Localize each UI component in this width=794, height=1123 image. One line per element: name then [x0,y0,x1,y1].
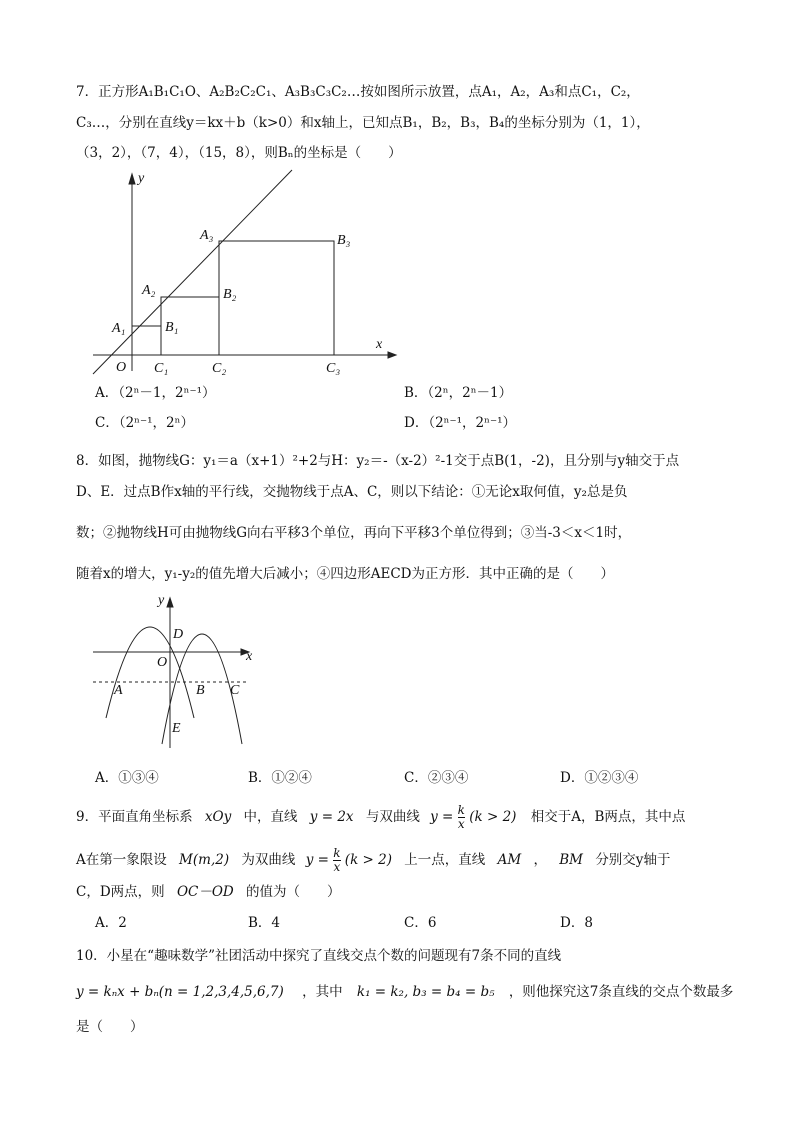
q9-line-eq: y = 2x [309,809,354,825]
q8-label-b: B [196,683,205,698]
q9-am: AM [497,852,522,868]
q9-l1-d: 相交于A，B两点，其中点 [530,809,686,825]
q9-line-3 [76,882,341,902]
q9-l1-c: 与双曲线 [365,809,420,825]
q9-option-b[interactable]: B．4 [248,915,281,931]
q9-option-d[interactable]: D．8 [560,915,593,931]
q7-label-b2: B₂ [223,287,237,302]
q9-l3-b: 的值为（ ） [246,884,341,900]
q7-label-b1: B₁ [165,320,179,335]
q10-line-3: 是（ ） [76,1019,144,1035]
q7-line-3: （3，2），（7，4），（15，8），则Bₙ的坐标是（ ） [76,145,402,161]
q8-figure [88,590,260,752]
q9-l3-a: C，D两点，则 [76,884,165,900]
q9-comma: ， [533,852,547,868]
q7-option-b[interactable]: B．（2ⁿ，2ⁿ－1） [404,385,513,401]
q7-label-x: x [376,337,383,352]
q8-line-4: 随着x的增大，y₁-y₂的值先增大后减小；④四边形AECD为正方形．其中正确的是（ ） [76,566,615,582]
q7-label-c1: C₁ [154,361,169,376]
q8-label-a: A [114,683,123,698]
q10-l2-a: ，其中 [302,984,343,1000]
q7-label-c3: C₃ [326,361,341,376]
q8-label-e: E [172,721,181,736]
q7-label-o: O [116,360,127,375]
q7-option-a[interactable]: A．（2ⁿ－1，2ⁿ⁻¹） [95,385,216,401]
q10-line-2 [76,982,733,1002]
q8-label-x: x [246,649,253,664]
q8-label-o: O [157,655,168,670]
q9-cond-1: (k > 2) [469,809,517,825]
q8-option-b[interactable]: B．①②④ [248,770,312,786]
q10-line-1: 10．小星在“趣味数学”社团活动中探究了直线交点个数的问题现有7条不同的直线 [76,948,562,964]
q8-label-y: y [158,593,165,608]
q7-label-a3: A₃ [200,228,214,243]
q9-frac2-den: x [333,860,341,874]
q8-line-3: 数；②抛物线H可由抛物线G向右平移3个单位，再向下平移3个单位得到；③当-3＜x＜1时， [76,525,632,541]
q8-label-c: C [230,683,240,698]
q7-y-arrow [129,174,135,184]
q7-label-y: y [138,171,145,186]
q7-diagonal-line [93,170,292,374]
q8-option-c[interactable]: C．②③④ [404,770,469,786]
q7-option-d[interactable]: D．（2ⁿ⁻¹，2ⁿ⁻¹） [404,415,517,431]
q9-bm: BM [559,852,584,868]
q9-l2-a: A在第一象限设 [76,852,167,868]
q8-line-2: D、E．过点B作x轴的平行线，交抛物线于点A、C，则以下结论：①无论x取何值，y₂总是负 [76,484,628,500]
q7-label-a2: A₂ [142,283,156,298]
q7-label-a1: A₁ [112,321,126,336]
q9-fraction-1 [458,804,465,831]
q9-l2-c: 上一点，直线 [404,852,486,868]
q9-point-m: M(m,2) [179,852,230,868]
q10-l2-b: ，则他探究这7条直线的交点个数最多 [508,984,734,1000]
q9-l2-d: 分别交y轴于 [595,852,671,868]
q9-cond-2: (k > 2) [344,852,392,868]
q9-option-c[interactable]: C．6 [404,915,437,931]
q7-x-arrow [388,352,396,358]
q8-y-arrow [167,598,173,607]
q9-xoy: xOy [204,809,232,825]
q9-hyperbola-y2: y = [305,852,329,868]
q7-figure [88,166,400,380]
q8-line-1: 8．如图，抛物线G：y₁＝a（x+1）²+2与H：y₂＝-（x-2）²-1交于点B(1，-2)，且分别与y轴交于点 [76,453,680,469]
q7-line-1: 7．正方形A₁B₁C₁O、A₂B₂C₂C₁、A₃B₃C₃C₂…按如图所示放置，点A₁，A₂，A₃和点C₁，C₂， [76,84,640,100]
q9-l2-b: 为双曲线 [241,852,296,868]
q8-option-a[interactable]: A．①③④ [95,770,159,786]
q9-hyperbola-y: y = [430,809,454,825]
q9-frac2-num: k [333,846,341,860]
q7-label-b3: B₃ [337,233,351,248]
q9-line-1 [76,804,685,831]
q8-option-d[interactable]: D．①②③④ [560,770,639,786]
q10-line-family: y = kₙx + bₙ(n = 1,2,3,4,5,6,7) [76,984,284,1000]
q8-label-d: D [173,627,184,642]
q7-line-2: C₃…，分别在直线y＝kx＋b（k>0）和x轴上，已知点B₁，B₂，B₃，B₄的坐标分别为（1，1）， [76,115,650,131]
q7-label-c2: C₂ [212,361,227,376]
q9-option-a[interactable]: A．2 [95,915,127,931]
q9-l1-b: 中，直线 [243,809,298,825]
q7-square-1 [132,326,161,355]
q9-expr: OC－OD [176,884,234,900]
q7-option-c[interactable]: C．（2ⁿ⁻¹，2ⁿ） [95,415,194,431]
q9-fraction-2 [333,847,340,874]
q9-l1-a: 9．平面直角坐标系 [76,809,193,825]
q10-condition: k₁ = k₂, b₃ = b₄ = b₅ [356,984,495,1000]
q9-frac1-num: k [457,803,465,817]
q9-line-2 [76,847,670,874]
q9-frac1-den: x [457,817,465,831]
